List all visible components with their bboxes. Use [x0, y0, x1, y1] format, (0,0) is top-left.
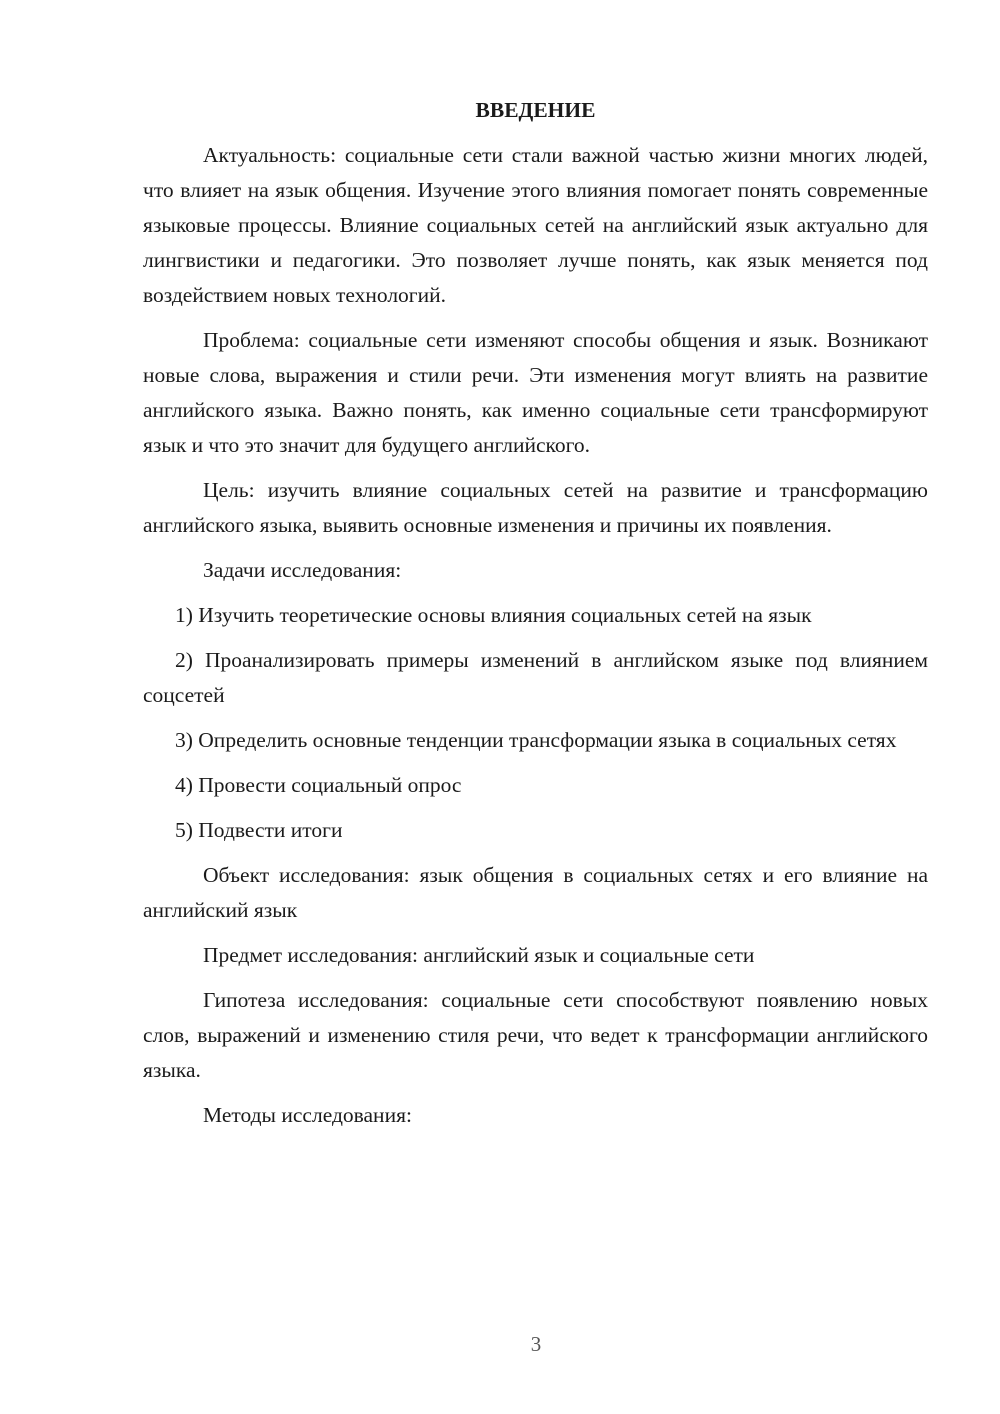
page-content — [143, 93, 928, 1143]
paragraph-subject: Предмет исследования: английский язык и социальные сети — [203, 943, 755, 967]
page-number: 3 — [530, 1332, 542, 1356]
task-item-3: 3) Определить основные тенденции трансформации языка в социальных сетях — [175, 728, 897, 752]
paragraph-problem: Проблема: социальные сети изменяют способы общения и язык. Возникают новые слова, выражения и стили речи. Эти изменения могут влиять на развитие английского языка. Важно понять, как именно социальные сети трансформируют язык и что это значит для будущего английского. — [143, 328, 928, 457]
paragraph-relevance: Актуальность: социальные сети стали важной частью жизни многих людей, что влияет на язык общения. Изучение этого влияния помогает понять современные языковые процессы. Влияние социальных сетей на английский язык актуально для лингвистики и педагогики. Это позволяет лучше понять, как язык меняется под воздействием новых технологий. — [143, 143, 928, 307]
paragraph-tasks-heading: Задачи исследования: — [203, 558, 402, 582]
task-item-4: 4) Провести социальный опрос — [175, 773, 462, 797]
section-title: ВВЕДЕНИЕ — [475, 98, 596, 122]
task-item-2: 2) Проанализировать примеры изменений в английском языке под влиянием соцсетей — [143, 648, 928, 707]
paragraph-object: Объект исследования: язык общения в социальных сетях и его влияние на английский язык — [143, 863, 928, 922]
task-item-5: 5) Подвести итоги — [175, 818, 343, 842]
paragraph-goal: Цель: изучить влияние социальных сетей на развитие и трансформацию английского языка, выявить основные изменения и причины их появления. — [143, 478, 928, 537]
paragraph-hypothesis: Гипотеза исследования: социальные сети способствуют появлению новых слов, выражений и изменению стиля речи, что ведет к трансформации английского языка. — [143, 988, 928, 1082]
paragraph-methods: Методы исследования: — [203, 1103, 412, 1127]
task-item-1: 1) Изучить теоретические основы влияния социальных сетей на язык — [175, 603, 812, 627]
